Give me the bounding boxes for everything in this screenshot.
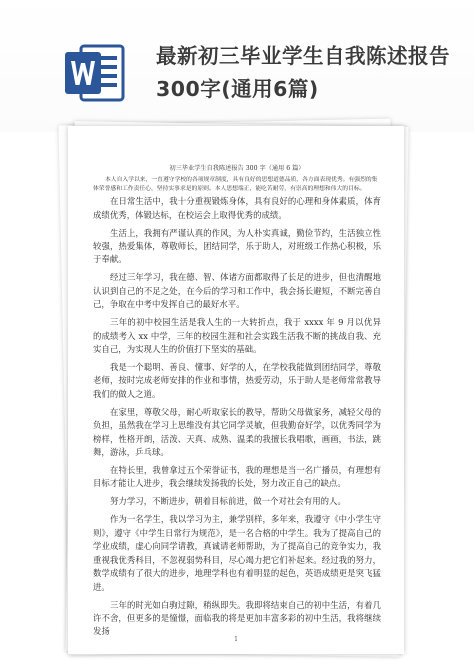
paragraph: 在特长里，我曾拿过五个荣誉证书，我的理想是当一名广播员，有理想有目标才能让人进步，我会继续发扬我的长处，努力改正自己的缺点。: [93, 465, 381, 489]
page-content: [93, 164, 381, 643]
paragraph: 经过三年学习，我在德、智、体诸方面都取得了长足的进步，但也清醒地认识到自己的不足之处，在今后的学习和工作中，我会扬长避短，不断完善自己，争取在中考中发挥自己的最好水平。: [93, 272, 381, 310]
intro-paragraph: 本人自入学以来，一直遵守学校的各项规章制度，具有良好的思想道德品质，各方面表现优秀。有强烈的集体荣誉感和工作责任心，坚持实事求是的原则。本人思想端正，能吃苦耐劳，有崇高的理想和伟大的目标。: [93, 177, 378, 192]
paragraph: 努力学习，不断进步，朝着目标前进，做一个对社会有用的人。: [110, 496, 346, 507]
paragraph: 在家里，尊敬父母，耐心听取家长的教导，帮助父母做家务，减轻父母的负担，虽然我在学习上思维没有其它同学灵敏，但我勤奋好学，以优秀同学为榜样，性格开朗，活泼、天真、成熟、温柔的我擅长我唱歌，画画，书法，跳舞，游泳，乒乓球。: [93, 406, 381, 458]
document-title: 最新初三毕业学生自我陈述报告300字(通用6篇): [156, 44, 450, 101]
header-banner: [0, 0, 474, 132]
page-number: 1: [234, 636, 238, 643]
paragraph: 三年的初中校园生活是我人生的一大转折点，我于 xxxx 年 9 月以优异的成绩考入 xx 中学，三年的校园生涯和社会实践生活我不断的挑战自我、充实自己，为实现人生的价值打下坚实的基础。: [93, 317, 381, 355]
word-document-icon: [63, 42, 127, 104]
paragraph: 在日常生活中，我十分重视锻炼身体，具有良好的心理和身体素质，体育成绩优秀，体锻达标，在校运会上取得优秀的成绩。: [93, 196, 381, 220]
paragraph: 生活上，我拥有严谨认真的作风，为人朴实真诚，勤俭节约，生活独立性较强，热爱集体，尊敬师长，团结同学，乐于助人，对班级工作热心积极，乐于奉献。: [93, 227, 381, 265]
document-page: [68, 126, 404, 654]
paragraph: 三年的时光如白驹过隙，稍纵即失。我即将结束自己的初中生活，有着几许不舍，但更多的是憧憬，面临我的将是更加丰富多彩的初中生活，我将继续发扬: [93, 599, 381, 637]
page-heading: 初三毕业学生自我陈述报告 300 字（通用 6 篇）: [169, 165, 305, 172]
paragraph: 我是一个聪明、善良、懂事、好学的人，在学校我能做到团结同学，尊敬老师，按时完成老师安排的作业和事情，热爱劳动，乐于助人是老师常常教导我们的做人之道。: [93, 362, 381, 399]
paragraph: 作为一名学生，我以学习为主，兼学别样，多年来，我遵守《中小学生守则》，遵守《中学生日常行为规范》，是一名合格的中学生。我为了提高自己的学业成绩，虚心向同学请教，真诚请老师帮助，为了提高自己的竞争实力，我重视我优秀科目，不忽视弱势科目，尽心竭力把它们补起来。经过我的努力，数学成绩有了很大的进步，地理学科也有着明显的起色，英语成绩更是突飞猛进。: [93, 514, 381, 592]
